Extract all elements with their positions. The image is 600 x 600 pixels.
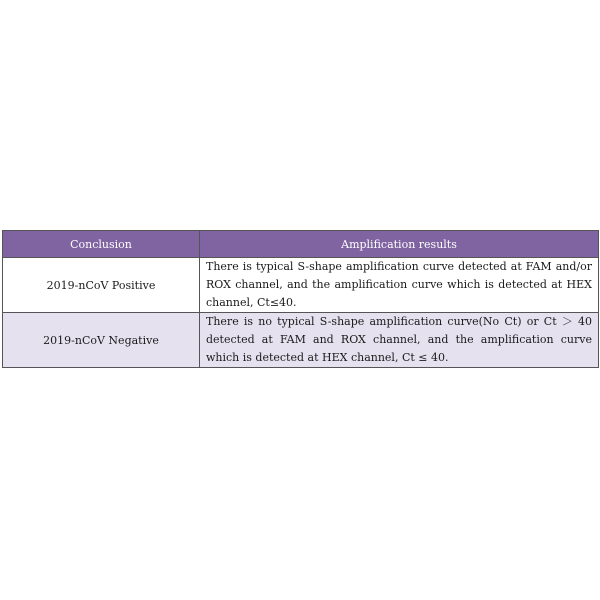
table-body: [3, 258, 599, 368]
table-row: [3, 258, 599, 313]
table-row: [3, 313, 599, 368]
table-header: [3, 231, 599, 258]
conclusion-cell: 2019-nCoV Positive: [3, 258, 200, 313]
results-table: [2, 230, 599, 368]
header-row: [3, 231, 599, 258]
conclusion-cell: 2019-nCoV Negative: [3, 313, 200, 368]
header-conclusion: Conclusion: [3, 231, 200, 258]
amplification-result-cell: There is typical S-shape amplification curve detected at FAM and/or ROX channel, and the amplification curve which is detected at HEX channel, Ct≤40.: [200, 258, 599, 313]
amplification-result-cell: There is no typical S-shape amplification curve(No Ct) or Ct ＞ 40 detected at FAM and ROX channel, and the amplification curve which is detected at HEX channel, Ct ≤ 40.: [200, 313, 599, 368]
header-amplification-results: Amplification results: [200, 231, 599, 258]
